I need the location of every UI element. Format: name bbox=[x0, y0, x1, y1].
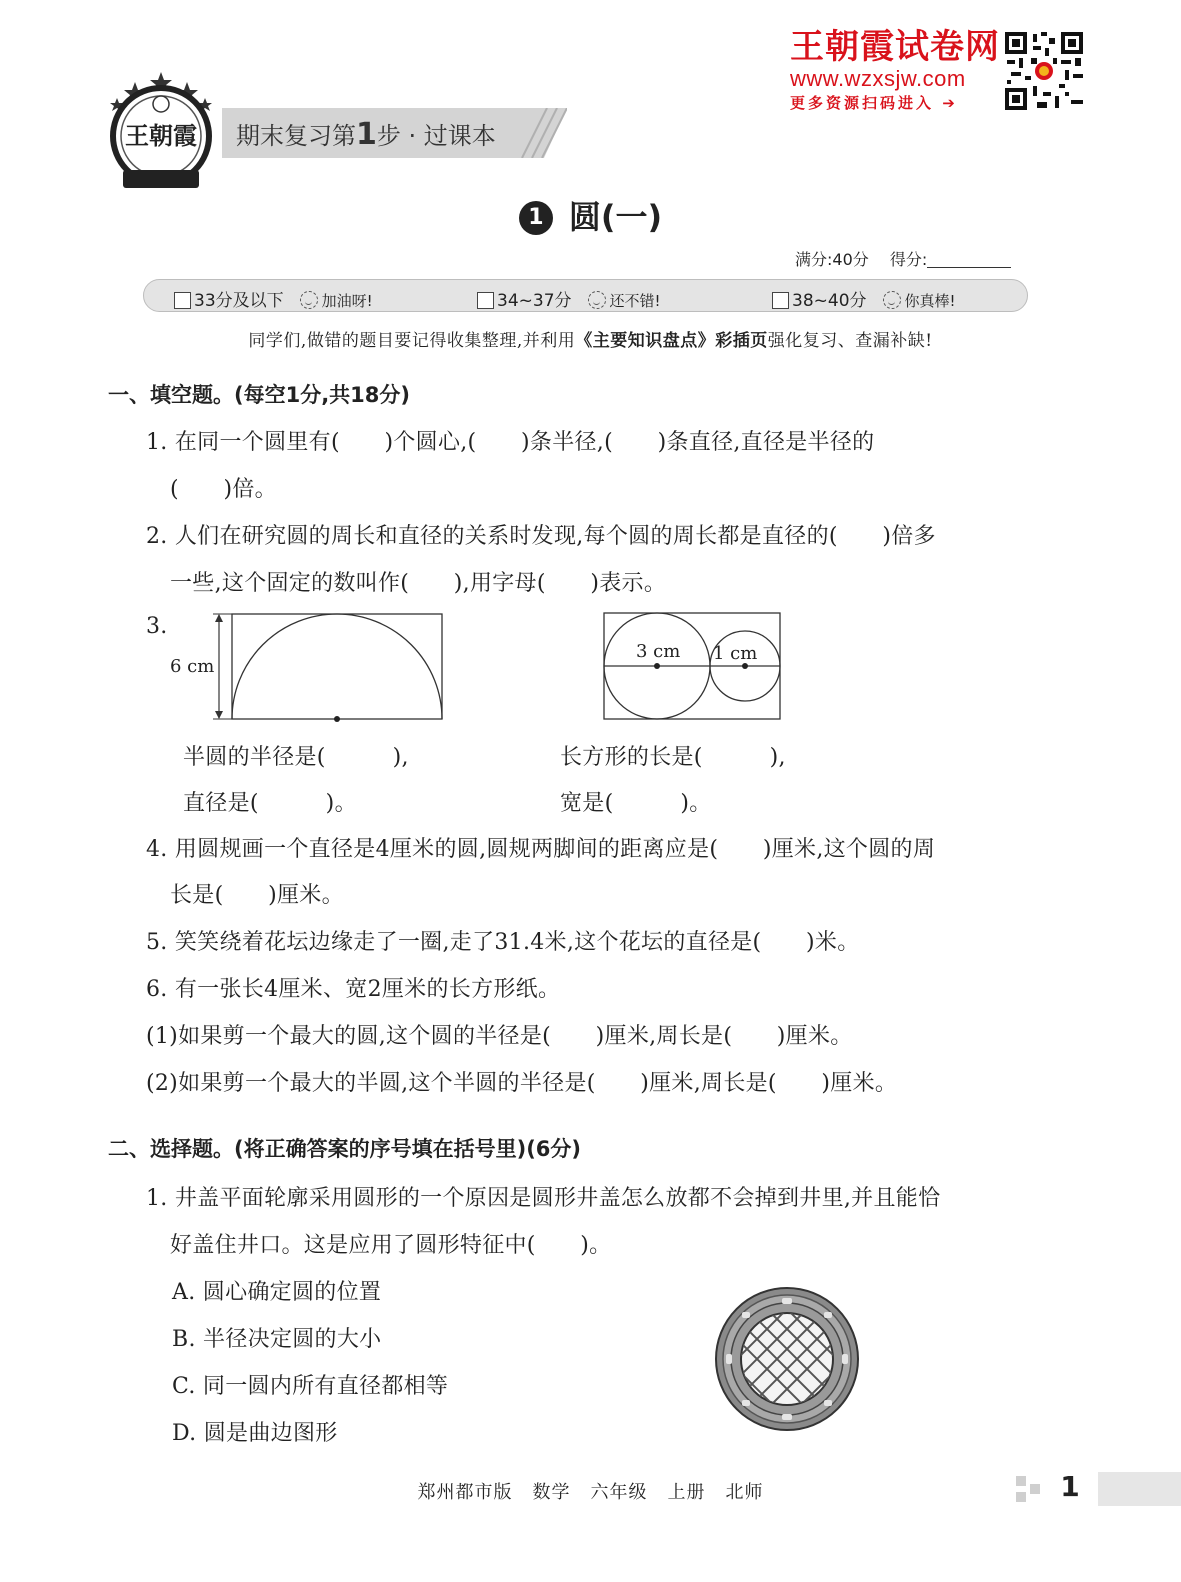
footer-grade: 六年级 bbox=[590, 1482, 648, 1503]
qr-code-icon[interactable] bbox=[1003, 30, 1085, 112]
big-circle-label: 3 cm bbox=[636, 641, 681, 662]
page-tab bbox=[1098, 1472, 1181, 1506]
smile-icon bbox=[883, 291, 901, 309]
option-c[interactable]: C. 同一圆内所有直径都相等 bbox=[172, 1374, 449, 1399]
lesson-number: 1 bbox=[519, 201, 553, 235]
question-1-line-1: 1. 在同一个圆里有( )个圆心,( )条半径,( )条直径,直径是半径的 bbox=[146, 430, 875, 455]
choice-question-line-2: 好盖住井口。这是应用了圆形特征中( )。 bbox=[170, 1233, 612, 1258]
question-6: 6. 有一张长4厘米、宽2厘米的长方形纸。 bbox=[146, 977, 561, 1002]
question-3-left-line-1: 半圆的半径是( ), bbox=[183, 745, 409, 770]
option-b[interactable]: B. 半径决定圆的大小 bbox=[172, 1327, 382, 1352]
lesson-title bbox=[0, 192, 1181, 238]
two-circles-figure bbox=[600, 608, 790, 726]
seal-text: 王朝霞 bbox=[125, 122, 197, 150]
footer-subject: 数学 bbox=[532, 1482, 571, 1503]
brand-block bbox=[790, 28, 1002, 114]
decorative-square bbox=[1016, 1492, 1026, 1502]
footer-edition: 郑州都市版 bbox=[417, 1482, 513, 1503]
brand-seal-logo bbox=[105, 68, 217, 194]
question-3-right-line-1: 长方形的长是( ), bbox=[560, 745, 786, 770]
footer-publisher: 北师 bbox=[725, 1482, 764, 1503]
height-label: 6 cm bbox=[170, 656, 215, 677]
option-a[interactable]: A. 圆心确定圆的位置 bbox=[172, 1280, 382, 1305]
section-1-title: 一、填空题。(每空1分,共18分) bbox=[108, 383, 411, 407]
brand-subtitle: 更多资源扫码进入 ➔ bbox=[790, 94, 958, 112]
brand-title: 王朝霞试卷网 bbox=[790, 27, 1000, 67]
question-4-line-1: 4. 用圆规画一个直径是4厘米的圆,圆规两脚间的距离应是( )厘米,这个圆的周 bbox=[146, 837, 936, 862]
decorative-square bbox=[1030, 1484, 1040, 1494]
question-3-right-line-2: 宽是( )。 bbox=[560, 791, 712, 816]
study-tip: 同学们,做错的题目要记得收集整理,并利用《主要知识盘点》彩插页强化复习、查漏补缺! bbox=[248, 331, 933, 351]
step-banner bbox=[222, 108, 567, 158]
rating-bar bbox=[143, 279, 1028, 312]
brand-url[interactable]: www.wzxsjw.com bbox=[790, 66, 966, 91]
question-2-line-1: 2. 人们在研究圆的周长和直径的关系时发现,每个圆的周长都是直径的( )倍多 bbox=[146, 524, 936, 549]
smile-icon bbox=[588, 291, 606, 309]
score-label: 得分: bbox=[889, 250, 928, 269]
checkbox-icon[interactable] bbox=[772, 292, 789, 309]
question-3-number: 3. bbox=[146, 614, 168, 639]
question-5: 5. 笑笑绕着花坛边缘走了一圈,走了31.4米,这个花坛的直径是( )米。 bbox=[146, 930, 860, 955]
small-circle-label: 1 cm bbox=[713, 643, 758, 664]
page-number: 1 bbox=[1060, 1470, 1080, 1503]
question-6-part-2: (2)如果剪一个最大的半圆,这个半圆的半径是( )厘米,周长是( )厘米。 bbox=[146, 1071, 898, 1096]
question-2-line-2: 一些,这个固定的数叫作( ),用字母( )表示。 bbox=[170, 571, 667, 596]
choice-question-line-1: 1. 井盖平面轮廓采用圆形的一个原因是圆形井盖怎么放都不会掉到井里,并且能恰 bbox=[146, 1186, 941, 1211]
footer-info bbox=[0, 1478, 1181, 1504]
question-6-part-1: (1)如果剪一个最大的圆,这个圆的半径是( )厘米,周长是( )厘米。 bbox=[146, 1024, 853, 1049]
checkbox-icon[interactable] bbox=[477, 292, 494, 309]
rating-item: 38~40分 你真棒! bbox=[772, 286, 956, 311]
footer-volume: 上册 bbox=[667, 1482, 706, 1503]
question-3-left-line-2: 直径是( )。 bbox=[183, 791, 357, 816]
checkbox-icon[interactable] bbox=[174, 292, 191, 309]
lesson-title-text: 圆(一) bbox=[568, 198, 663, 236]
manhole-cover-icon bbox=[714, 1286, 860, 1432]
smile-icon bbox=[300, 291, 318, 309]
option-d[interactable]: D. 圆是曲边图形 bbox=[172, 1421, 338, 1446]
full-score: 满分:40分 bbox=[795, 250, 869, 269]
score-blank[interactable] bbox=[927, 252, 1011, 268]
question-4-line-2: 长是( )厘米。 bbox=[170, 883, 344, 908]
banner-title: 期末复习第1步 · 过课本 bbox=[236, 117, 496, 152]
score-line bbox=[795, 247, 1011, 270]
decorative-square bbox=[1016, 1476, 1026, 1486]
section-2-title: 二、选择题。(将正确答案的序号填在括号里)(6分) bbox=[108, 1137, 582, 1161]
rating-item: 34~37分 还不错! bbox=[477, 286, 661, 311]
question-1-line-2: ( )倍。 bbox=[170, 477, 277, 502]
rating-item: 33分及以下 加油呀! bbox=[174, 286, 373, 311]
